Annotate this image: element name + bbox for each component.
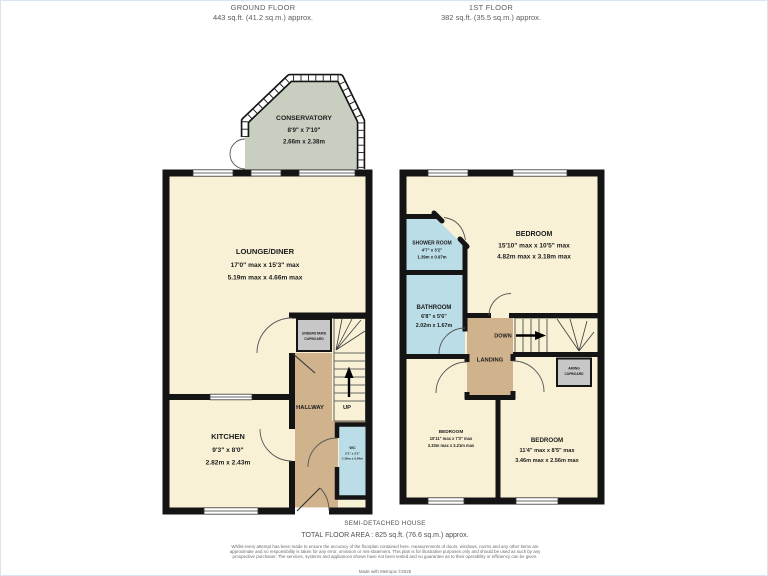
shower-metric: 1.39m x 0.97m bbox=[417, 254, 447, 260]
window-bedroom1-right bbox=[513, 170, 567, 176]
property-type: SEMI-DETACHED HOUSE bbox=[344, 520, 426, 527]
window-bedroom1-left bbox=[428, 170, 468, 176]
airing-cupboard-label2: CUPBOARD bbox=[564, 371, 584, 376]
ground-floor-title: GROUND FLOOR bbox=[230, 3, 296, 12]
window-bedroom3 bbox=[516, 498, 558, 504]
bedroom2-imperial: 10'11" max x 7'3" max bbox=[429, 436, 473, 441]
bedroom3-metric: 3.46m max x 2.56m max bbox=[515, 458, 579, 464]
kitchen-metric: 2.82m x 2.43m bbox=[205, 459, 251, 467]
shower-name: SHOWER ROOM bbox=[412, 240, 452, 247]
wc-name: WC bbox=[349, 446, 356, 450]
down-label: DOWN bbox=[494, 333, 512, 340]
ground-floor-plan bbox=[166, 78, 369, 515]
bedroom1-imperial: 15'10" max x 10'5" max bbox=[498, 242, 570, 250]
opening-conservatory bbox=[251, 170, 355, 176]
ground-floor-area: 443 sq.ft. (41.2 sq.m.) approx. bbox=[212, 12, 314, 22]
bathroom-name: BATHROOM bbox=[416, 305, 452, 311]
bedroom2-name: BEDROOM bbox=[438, 429, 464, 434]
kitchen-imperial: 9'3" x 8'0" bbox=[212, 447, 244, 454]
total-floor-area: TOTAL FLOOR AREA : 825 sq.ft. (76.6 sq.m.) approx. bbox=[301, 532, 469, 539]
conservatory-door-arcs bbox=[230, 139, 245, 169]
kitchen-name: KITCHEN bbox=[211, 432, 245, 441]
window-bedroom2 bbox=[428, 498, 464, 504]
window-lounge-rear bbox=[193, 170, 233, 176]
lounge-imperial: 17'0" max x 15'3" max bbox=[230, 262, 300, 269]
understairs-cupboard-label1: UNDERSTAIRS bbox=[301, 331, 327, 336]
shower-imperial: 4'7" x 3'2" bbox=[421, 247, 443, 253]
conservatory-imperial: 8'9" x 7'10" bbox=[287, 127, 321, 134]
bedroom1-name: BEDROOM bbox=[515, 231, 553, 238]
up-label: UP bbox=[342, 405, 352, 411]
wc-metric: 1.56m x 0.64m bbox=[342, 456, 363, 461]
bedroom1-metric: 4.82m max x 3.18m max bbox=[497, 253, 571, 261]
lounge-name: LOUNGE/DINER bbox=[235, 247, 295, 256]
lounge-metric: 5.19m max x 4.66m max bbox=[227, 274, 303, 282]
bathroom-metric: 2.02m x 1.67m bbox=[415, 323, 453, 329]
bedroom2-metric: 3.33m max x 2.21m max bbox=[427, 443, 475, 448]
conservatory-metric: 2.66m x 2.38m bbox=[283, 138, 325, 146]
first-floor-title: 1ST FLOOR bbox=[468, 3, 514, 12]
airing-cupboard-label1: AIRING bbox=[568, 366, 580, 371]
bedroom3-imperial: 11'4" max x 8'5" max bbox=[519, 448, 575, 454]
first-floor-area: 382 sq.ft. (35.5 sq.m.) approx. bbox=[440, 12, 542, 22]
understairs-cupboard-label2: CUPBOARD bbox=[304, 336, 324, 341]
conservatory-name: CONSERVATORY bbox=[276, 115, 332, 122]
window-kitchen-front bbox=[204, 508, 258, 514]
first-floor-plan bbox=[403, 170, 601, 504]
wc-imperial: 5'1" x 2'1" bbox=[345, 451, 360, 456]
floorplan-drawing bbox=[1, 1, 768, 576]
room-wc bbox=[339, 427, 366, 496]
hallway-label: HALLWAY bbox=[296, 405, 324, 411]
bathroom-imperial: 6'8" x 5'6" bbox=[421, 314, 447, 320]
landing-label: LANDING bbox=[476, 357, 504, 364]
credit-line: Made with Metropix ©2025 bbox=[358, 569, 412, 574]
hatch-kitchen bbox=[210, 394, 252, 400]
disclaimer-text: Whilst every attempt has been made to ensure the accuracy of the floorplan contained here, measurements of doors, windows, rooms and any other items are approximate and no responsibility is taken for any error, omission or mis-statement. This plan is for illustrative purposes only and should be used as such by any prospective purchaser. The services, systems and appliances shown have not been tested and no guarantee as to their operability or efficiency can be given. bbox=[229, 544, 541, 560]
bedroom3-name: BEDROOM bbox=[530, 437, 564, 444]
